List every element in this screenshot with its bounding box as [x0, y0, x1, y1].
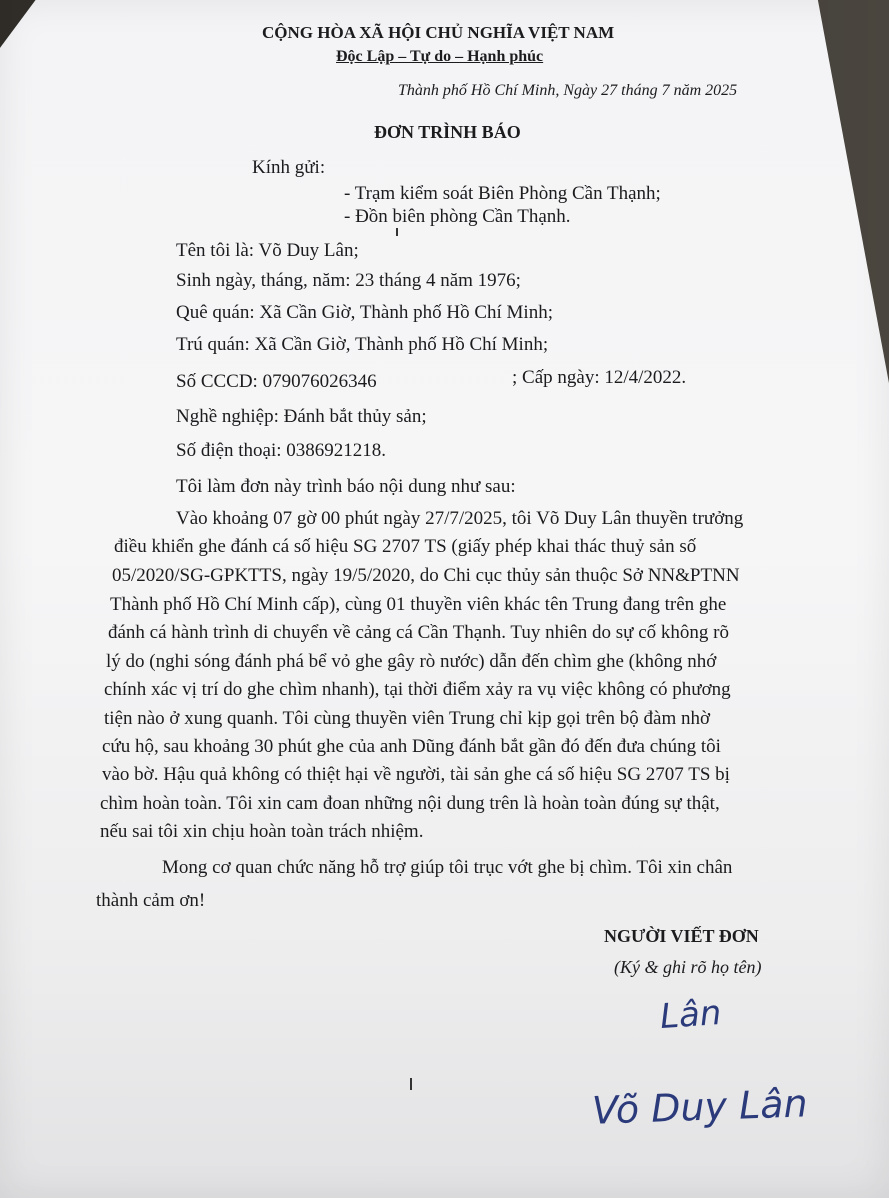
stray-mark: [410, 1078, 412, 1090]
body-line: chính xác vị trí do ghe chìm nhanh), tại thời điểm xảy ra vụ việc không có phương: [104, 679, 731, 700]
body-line: chìm hoàn toàn. Tôi xin cam đoan những nội dung trên là hoàn toàn đúng sự thật,: [100, 793, 720, 814]
field-id-issued: ; Cấp ngày: 12/4/2022.: [512, 367, 687, 388]
recipient-label: Kính gửi:: [252, 157, 326, 178]
document-title: ĐƠN TRÌNH BÁO: [374, 122, 521, 142]
request-line: Mong cơ quan chức năng hỗ trợ giúp tôi trục vớt ghe bị chìm. Tôi xin chân: [162, 857, 733, 878]
field-id-number: Số CCCD: 079076026346: [176, 371, 377, 392]
body-line: lý do (nghi sóng đánh phá bể vỏ ghe gây rò nước) dẫn đến chìm ghe (không nhớ: [106, 651, 717, 672]
body-line: đánh cá hành trình di chuyển về cảng cá Cần Thạnh. Tuy nhiên do sự cố không rõ: [108, 622, 729, 643]
body-line: 05/2020/SG-GPKTTS, ngày 19/5/2020, do Chi cục thủy sản thuộc Sở NN&PTNN: [112, 565, 740, 586]
body-line: nếu sai tôi xin chịu hoàn toàn trách nhiệm.: [100, 821, 424, 842]
field-occupation: Nghề nghiệp: Đánh bắt thủy sản;: [176, 406, 427, 427]
field-hometown: Quê quán: Xã Cần Giờ, Thành phố Hồ Chí Minh;: [176, 302, 553, 323]
intro-line: Tôi làm đơn này trình báo nội dung như sau:: [176, 476, 516, 497]
recipient-item: - Đồn biên phòng Cần Thạnh.: [344, 206, 571, 227]
stray-mark: [396, 228, 398, 236]
body-line: Vào khoảng 07 gờ 00 phút ngày 27/7/2025, tôi Võ Duy Lân thuyền trưởng: [176, 508, 744, 529]
field-residence: Trú quán: Xã Cần Giờ, Thành phố Hồ Chí Minh;: [176, 334, 549, 355]
field-phone: Số điện thoại: 0386921218.: [176, 440, 387, 461]
motto: Độc Lập – Tự do – Hạnh phúc: [336, 48, 544, 65]
place-date: Thành phố Hồ Chí Minh, Ngày 27 tháng 7 năm 2025: [398, 82, 738, 99]
nation-heading: CỘNG HÒA XÃ HỘI CHỦ NGHĨA VIỆT NAM: [262, 23, 615, 42]
signer-title: NGƯỜI VIẾT ĐƠN: [604, 926, 759, 946]
body-line: vào bờ. Hậu quả không có thiệt hại về người, tài sản ghe cá số hiệu SG 2707 TS bị: [102, 764, 730, 785]
field-dob: Sinh ngày, tháng, năm: 23 tháng 4 năm 1976;: [176, 270, 521, 291]
body-line: cứu hộ, sau khoảng 30 phút ghe của anh Dũng đánh bắt gần đó đến đưa chúng tôi: [102, 736, 721, 757]
field-name: Tên tôi là: Võ Duy Lân;: [176, 240, 359, 261]
body-line: Thành phố Hồ Chí Minh cấp), cùng 01 thuyền viên khác tên Trung đang trên ghe: [110, 594, 727, 615]
body-line: tiện nào ở xung quanh. Tôi cùng thuyền viên Trung chỉ kịp gọi trên bộ đàm nhờ: [104, 708, 711, 729]
handwritten-full-name: Võ Duy Lân: [591, 1081, 809, 1133]
body-line: điều khiển ghe đánh cá số hiệu SG 2707 TS (giấy phép khai thác thuỷ sản số: [114, 536, 697, 557]
recipient-item: - Trạm kiểm soát Biên Phòng Cần Thạnh;: [344, 183, 661, 204]
handwritten-signature: Lân: [658, 992, 723, 1038]
request-line: thành cảm ơn!: [96, 890, 206, 911]
signer-note: (Ký & ghi rõ họ tên): [614, 957, 762, 977]
